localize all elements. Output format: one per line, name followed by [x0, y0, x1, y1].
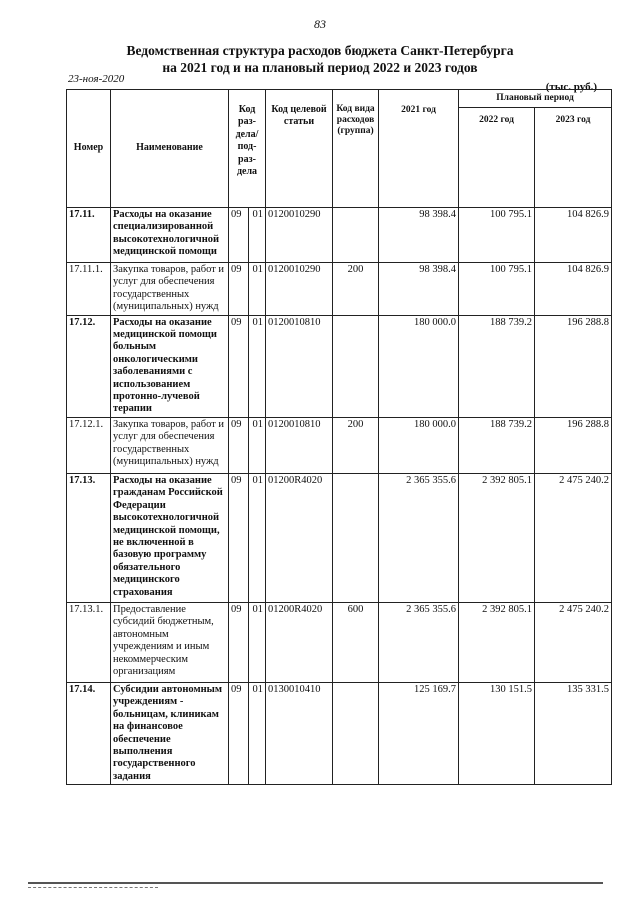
row-target-code: 0120010810	[266, 417, 333, 473]
row-2021: 98 398.4	[379, 263, 459, 316]
row-name: Предоставление субсидий бюджетным, автономным учреждениям и иным некоммерческим организациям	[111, 602, 229, 682]
row-2021: 125 169.7	[379, 682, 459, 784]
row-2023: 2 475 240.2	[535, 602, 612, 682]
date-note: 23-ноя-2020	[68, 73, 125, 85]
row-2022: 100 795.1	[459, 208, 535, 263]
header-section-code: Код раз-дела/ под-раз-дела	[229, 90, 266, 208]
row-section: 09	[229, 208, 249, 263]
row-kind-code	[333, 473, 379, 602]
table-row	[67, 417, 612, 473]
row-2021: 2 365 355.6	[379, 602, 459, 682]
header-2022: 2022 год	[459, 108, 535, 208]
row-2021: 180 000.0	[379, 417, 459, 473]
row-subsection: 01	[249, 315, 266, 417]
row-section: 09	[229, 473, 249, 602]
table-row	[67, 263, 612, 316]
row-2023: 196 288.8	[535, 417, 612, 473]
header-number: Номер	[67, 90, 111, 208]
row-section: 09	[229, 417, 249, 473]
row-section: 09	[229, 315, 249, 417]
title-line-2: на 2021 год и на плановый период 2022 и 2023 годов	[162, 60, 478, 75]
row-2021: 98 398.4	[379, 208, 459, 263]
row-target-code: 0120010290	[266, 263, 333, 316]
row-2022: 100 795.1	[459, 263, 535, 316]
table-row	[67, 473, 612, 602]
row-subsection: 01	[249, 602, 266, 682]
row-2022: 188 739.2	[459, 417, 535, 473]
row-kind-code: 600	[333, 602, 379, 682]
row-number: 17.11.1.	[67, 263, 111, 316]
row-name: Расходы на оказание гражданам Российской Федерации высокотехнологичной медицинской помощи, не включенной в базовую программу обязательного медицинского страхования	[111, 473, 229, 602]
row-target-code: 01200R4020	[266, 602, 333, 682]
row-target-code: 0120010810	[266, 315, 333, 417]
row-name: Субсидии автономным учреждениям - больницам, клиникам на финансовое обеспечение выполнения государственного задания	[111, 682, 229, 784]
row-2023: 104 826.9	[535, 263, 612, 316]
row-target-code: 01200R4020	[266, 473, 333, 602]
row-2023: 2 475 240.2	[535, 473, 612, 602]
row-target-code: 0130010410	[266, 682, 333, 784]
table-row	[67, 208, 612, 263]
header-planned-period: Плановый период	[459, 90, 612, 108]
row-number: 17.14.	[67, 682, 111, 784]
row-kind-code: 200	[333, 417, 379, 473]
budget-table	[66, 89, 612, 785]
row-name: Закупка товаров, работ и услуг для обеспечения государственных (муниципальных) нужд	[111, 417, 229, 473]
table-row	[67, 682, 612, 784]
page-number: 83	[314, 17, 326, 31]
row-section: 09	[229, 602, 249, 682]
header-2023: 2023 год	[535, 108, 612, 208]
title-line-1: Ведомственная структура расходов бюджета Санкт-Петербурга	[126, 43, 514, 58]
row-2023: 104 826.9	[535, 208, 612, 263]
header-target-code: Код целевой статьи	[266, 90, 333, 208]
row-number: 17.12.1.	[67, 417, 111, 473]
row-2022: 2 392 805.1	[459, 473, 535, 602]
row-2023: 196 288.8	[535, 315, 612, 417]
row-2021: 180 000.0	[379, 315, 459, 417]
header-name: Наименование	[111, 90, 229, 208]
row-section: 09	[229, 682, 249, 784]
units-label: (тыс. руб.)	[545, 81, 597, 93]
row-subsection: 01	[249, 682, 266, 784]
row-2022: 2 392 805.1	[459, 602, 535, 682]
row-target-code: 0120010290	[266, 208, 333, 263]
document-title	[0, 42, 640, 76]
row-kind-code	[333, 208, 379, 263]
row-section: 09	[229, 263, 249, 316]
row-number: 17.13.	[67, 473, 111, 602]
row-subsection: 01	[249, 263, 266, 316]
header-2021: 2021 год	[379, 90, 459, 208]
row-2023: 135 331.5	[535, 682, 612, 784]
row-number: 17.12.	[67, 315, 111, 417]
row-name: Закупка товаров, работ и услуг для обеспечения государственных (муниципальных) нужд	[111, 263, 229, 316]
row-2022: 130 151.5	[459, 682, 535, 784]
table-row	[67, 315, 612, 417]
row-kind-code: 200	[333, 263, 379, 316]
row-number: 17.11.	[67, 208, 111, 263]
row-subsection: 01	[249, 208, 266, 263]
row-kind-code	[333, 315, 379, 417]
row-2022: 188 739.2	[459, 315, 535, 417]
row-subsection: 01	[249, 473, 266, 602]
row-2021: 2 365 355.6	[379, 473, 459, 602]
row-subsection: 01	[249, 417, 266, 473]
header-kind-code: Код вида расходов (группа)	[333, 90, 379, 208]
row-number: 17.13.1.	[67, 602, 111, 682]
row-name: Расходы на оказание медицинской помощи больным онкологическими заболеваниями с использованием протонно-лучевой терапии	[111, 315, 229, 417]
footer-rule	[28, 882, 603, 884]
row-name: Расходы на оказание специализированной высокотехнологичной медицинской помощи	[111, 208, 229, 263]
row-kind-code	[333, 682, 379, 784]
table-row	[67, 602, 612, 682]
footer-dashed-rule	[28, 887, 158, 888]
